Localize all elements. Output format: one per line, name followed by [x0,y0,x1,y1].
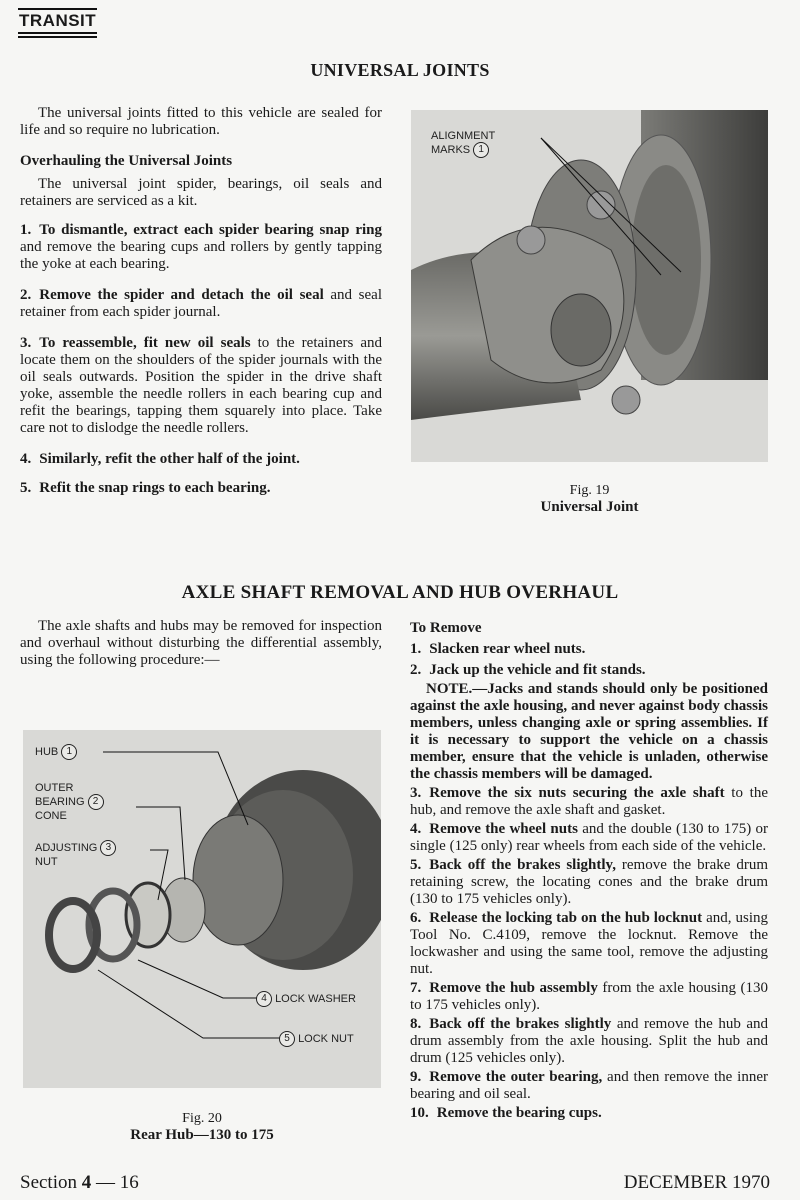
note-paragraph: NOTE.—Jacks and stands should only be positioned against the axle housing, and never against body chassis members, unless changing axle or spring assemblies. If it is necessary to support the vehicle on a chassis member, ensure that the vehicle is unladen, otherwise the chassis members will be damaged. [410,681,768,782]
fig20-caption [23,1110,381,1144]
callout-number-1: 1 [473,142,489,158]
page-number: — 16 [91,1172,139,1193]
remove-step-5: 5. Back off the brakes slightly, remove the brake drum retaining screw, the locating cones and the brake drum (130 to 175 vehicles only). [410,857,768,907]
section-title-universal-joints: UNIVERSAL JOINTS [310,60,490,80]
remove-step-10: 10. Remove the bearing cups. [410,1105,602,1121]
to-remove-column [410,620,768,1122]
fig20-label: Fig. 20 [182,1111,222,1126]
universal-joints-text-column [20,105,382,497]
callout-outer-bearing-cone: OUTER BEARING 2 CONE [35,782,104,822]
step-2: 2. Remove the spider and detach the oil seal and seal retainer from each spider journal. [20,287,382,320]
axle-intro-paragraph: The axle shafts and hubs may be removed for inspection and overhaul without disturbing the differential assembly, using the following procedure:— [20,618,382,668]
universal-joint-illustration [411,110,768,462]
step-1: 1. To dismantle, extract each spider bearing snap ring and remove the bearing cups and rollers by gently tapping the yoke at each bearing. [20,222,382,272]
callout-lock-washer: 4 LOCK WASHER [256,991,356,1007]
section-number: 4 [81,1172,92,1193]
fig20-title: Rear Hub—130 to 175 [130,1127,274,1143]
fig19-caption [411,482,768,516]
footer-section: Section 4 — 16 [20,1172,139,1193]
fig19-label: Fig. 19 [569,483,610,498]
remove-step-8: 8. Back off the brakes slightly and remove the hub and drum assembly from the axle housing. Split the hub and drum (125 vehicles only). [410,1016,768,1066]
kit-paragraph: The universal joint spider, bearings, oil seals and retainers are serviced as a kit. [20,176,382,209]
fig19-title: Universal Joint [540,499,639,515]
subheading-overhauling: Overhauling the Universal Joints [20,153,233,169]
callout-lock-nut: 5 LOCK NUT [279,1031,354,1047]
remove-step-6: 6. Release the locking tab on the hub locknut and, using Tool No. C.4109, remove the locknut. Remove the lockwasher and using the same tool, remove the adjusting nut. [410,910,768,977]
step-4: 4. Similarly, refit the other half of the joint. [20,451,300,467]
callout-adjusting-nut: ADJUSTING 3 NUT [35,840,116,868]
footer-date: DECEMBER 1970 [623,1172,770,1193]
remove-step-4: 4. Remove the wheel nuts and the double (130 to 175) or single (125 only) rear wheels from each side of the vehicle. [410,821,768,854]
step-5: 5. Refit the snap rings to each bearing. [20,480,271,496]
intro-paragraph: The universal joints fitted to this vehicle are sealed for life and so require no lubrication. [20,105,382,138]
section-title-axle-shaft: AXLE SHAFT REMOVAL AND HUB OVERHAUL [181,582,619,603]
callout-alignment-marks: ALIGNMENT MARKS 1 [431,130,495,158]
figure-universal-joint-image [411,110,768,462]
remove-step-7: 7. Remove the hub assembly from the axle housing (130 to 175 vehicles only). [410,980,768,1013]
bearing-cap [551,294,611,366]
subheading-to-remove: To Remove [410,620,482,636]
hub [193,815,283,945]
bolt [517,226,545,254]
remove-step-3: 3. Remove the six nuts securing the axle shaft to the hub, and remove the axle shaft and gasket. [410,785,768,818]
step-3: 3. To reassemble, fit new oil seals to the retainers and locate them on the shoulders of the spider journals with the oil seals outwards. Position the spider in the drive shaft yoke, assemble the needle rollers in each bearing cup and refit the bearings, tapping them squarely into place. Take care not to dislodge the needle rollers. [20,335,382,436]
manual-brand: TRANSIT [18,8,97,34]
remove-step-1: 1. Slacken rear wheel nuts. [410,641,586,657]
remove-step-2: 2. Jack up the vehicle and fit stands. [410,662,646,678]
callout-hub: HUB 1 [35,744,77,760]
remove-step-9: 9. Remove the outer bearing, and then remove the inner bearing and oil seal. [410,1069,768,1102]
figure-rear-hub-image [23,730,381,1088]
